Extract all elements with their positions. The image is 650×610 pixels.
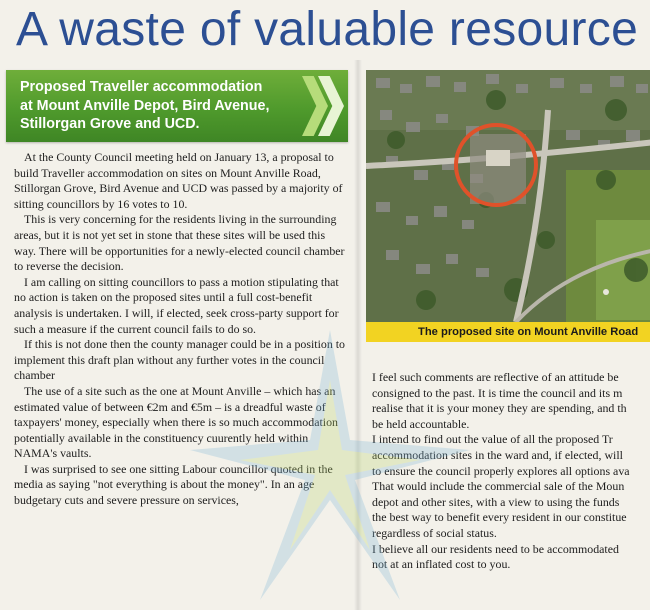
text-line: I feel such comments are reflective of an attitude be — [372, 370, 619, 384]
banner-line: Proposed Traveller accommodation — [20, 79, 263, 95]
text-line: be held accountable. — [372, 416, 470, 431]
banner-line: Stillorgan Grove and UCD. — [20, 116, 200, 132]
paragraph: At the County Council meeting held on January 13, a proposal to build Traveller accommodation on sites on Mount Anville Road, Stillorgan Grove, Bird Avenue and UCD was passed by a majority of sitting councillors by 16 votes to 10. — [14, 150, 343, 211]
text-line: consigned to the past. It is time the council and its m — [372, 385, 623, 400]
right-article-column — [366, 370, 650, 573]
paragraph — [366, 370, 650, 432]
text-line: to ensure the council properly explores all options ava — [372, 463, 630, 478]
paragraph: If this is not done then the county manager could be in a position to implement this draft plan without any further votes in the council chamber — [14, 337, 345, 383]
left-article-column — [14, 150, 348, 509]
photo-caption: The proposed site on Mount Anville Road — [366, 322, 650, 342]
paragraph: The use of a site such as the one at Mount Anville – which has an estimated value of between €2m and €5m – is a dreadful waste of taxpayers' money, especially when there is so much accommodation potentially available in the constituency cuurently held within NAMA's vaults. — [14, 383, 338, 461]
text-line: I believe all our residents need to be accommodated — [372, 541, 619, 556]
text-line: accommodation sites in the ward and, if elected, will — [372, 447, 623, 462]
text-line: not at an inflated cost to you. — [372, 557, 511, 572]
aerial-map-image — [366, 70, 650, 322]
article-banner — [6, 70, 348, 142]
paragraph — [366, 432, 650, 541]
aerial-photo — [366, 70, 650, 322]
text-line: I intend to find out the value of all the proposed Tr — [372, 432, 613, 447]
paragraph — [366, 542, 650, 573]
text-line: depot and other sites, with a view to using the funds — [372, 494, 620, 509]
text-line: realise that it is your money they are spending, and th — [372, 401, 627, 416]
paragraph: This is very concerning for the residents living in the surrounding areas, but it is not yet set in stone that these sites will be used this way. There will be opportunities for a newly-elected council chamber to reverse the decision. — [14, 212, 345, 274]
text-line: the best way to benefit every resident in our constitue — [372, 510, 627, 525]
banner-text — [20, 78, 310, 134]
text-line: regardless of social status. — [372, 525, 497, 540]
paragraph: I am calling on sitting councillors to pass a motion stipulating that no action is taken on the proposed sites until a full cost-benefit analysis is undertaken. I will, if elected, seek cross-party support for such a measure if the current council fails to do so. — [14, 274, 339, 336]
text-line: That would include the commercial sale of the Moun — [372, 479, 625, 494]
page-fold — [354, 60, 362, 610]
paragraph: I was surprised to see one sitting Labour councillor quoted in the media as saying "not everything is about the money". In an age budgetary cuts and severe pressure on services, — [14, 461, 333, 508]
banner-line: at Mount Anville Depot, Bird Avenue, — [20, 97, 270, 114]
headline: A waste of valuable resource — [16, 3, 639, 56]
